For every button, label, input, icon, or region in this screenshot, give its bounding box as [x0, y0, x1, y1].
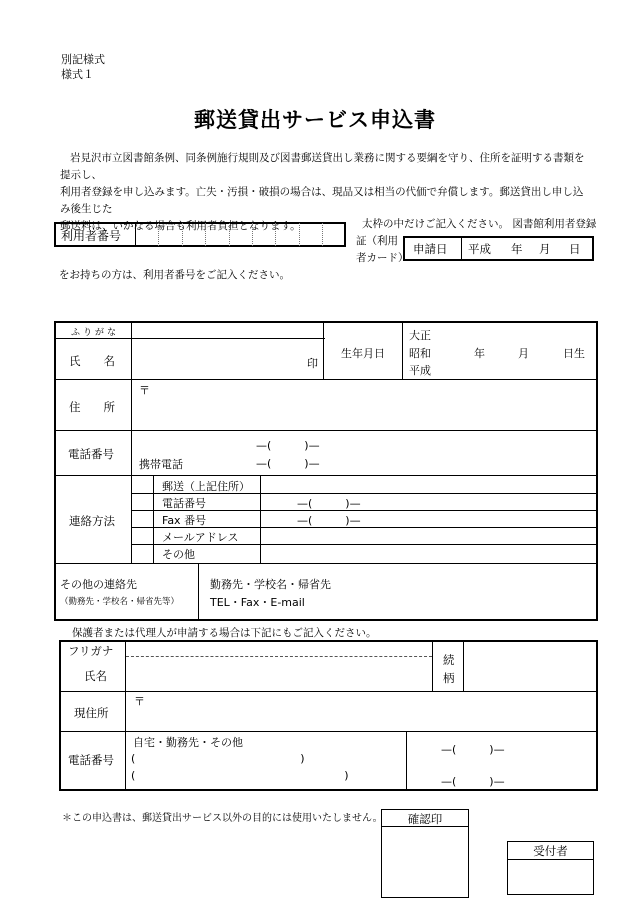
birth-month: 月 — [518, 347, 529, 360]
era-heisei: 平成 — [409, 364, 431, 377]
digit-cell-divider — [299, 223, 300, 246]
intro-line-1: 岩見沢市立図書館条例、同条例施行規則及び図書郵送貸出し業務に関する要綱を守り、住所を証明する書類を提示し、 — [60, 152, 585, 181]
birthdate-line — [402, 322, 403, 379]
postal-mark: 〒 — [139, 384, 150, 397]
page-title: 郵送貸出サービス申込書 — [194, 108, 436, 132]
digit-cell-divider — [158, 223, 159, 246]
row-line-name — [55, 379, 597, 380]
method-phone-input[interactable]: —( )— — [297, 497, 361, 510]
digit-cell-divider — [322, 223, 323, 246]
guardian-row-line-1 — [60, 691, 597, 692]
seal-mark: 印 — [307, 357, 318, 370]
method-mail: 郵送（上記住所） — [162, 480, 250, 493]
era-showa: 昭和 — [409, 347, 431, 360]
birth-day: 日生 — [563, 347, 585, 360]
workplace-label: 勤務先・学校名・帰省先 — [210, 578, 331, 591]
notice-line-3: をお持ちの方は、利用者番号をご記入ください。 — [59, 269, 290, 281]
guardian-phone-split — [406, 732, 407, 790]
user-number-label: 利用者番号 — [61, 229, 122, 243]
guardian-relation-input[interactable] — [466, 643, 595, 689]
footer-note: ＊この申込書は、郵送貸出サービス以外の目的には使用いたしません。 — [62, 813, 383, 824]
other-contact-sublabel: （勤務先・学校名・帰省先等） — [60, 597, 180, 607]
guardian-phone-label: 電話番号 — [68, 753, 114, 767]
guardian-row-line-2 — [60, 731, 597, 732]
guardian-phone-desc: 自宅・勤務先・その他 — [133, 736, 243, 749]
method-subcol-line — [153, 476, 154, 563]
name-end-line — [323, 322, 324, 379]
method-fax-input[interactable]: —( )— — [297, 514, 361, 527]
intro-line-2: 利用者登録を申し込みます。亡失・汚損・破損の場合は、現品又は相当の代価で弁償します。郵送貸出し申し込み後生じた — [60, 186, 584, 215]
digit-cell-divider — [182, 223, 183, 246]
application-date-era: 平成 — [468, 242, 491, 256]
method-phone: 電話番号 — [162, 497, 206, 510]
tel-fax-email-label: TEL・Fax・E-mail — [210, 596, 305, 609]
phone-input-line[interactable]: —( )— — [256, 439, 320, 452]
guardian-relation-line-1 — [432, 641, 433, 691]
method-fax: Fax 番号 — [162, 514, 207, 527]
name-label: 氏 名 — [69, 354, 115, 368]
user-number-divider — [135, 223, 136, 246]
guardian-phone-line-2[interactable]: —( )— — [441, 775, 505, 788]
digit-cell-divider — [205, 223, 206, 246]
digit-cell-divider — [229, 223, 230, 246]
application-date-day: 日 — [569, 242, 581, 256]
era-taisho: 大正 — [409, 329, 431, 342]
name-input[interactable] — [133, 340, 321, 377]
guardian-paren-1[interactable]: ( ) — [131, 752, 305, 765]
row-line-phone — [55, 475, 597, 476]
method-other: その他 — [162, 548, 195, 561]
row-line-contact — [55, 563, 597, 564]
notice-line-2a: 証（利用 — [356, 235, 398, 247]
guardian-relation-label: 続柄 — [443, 653, 455, 685]
application-date-year: 年 — [511, 242, 523, 256]
guardian-notice: 保護者または代理人が申請する場合は下記にもご記入ください。 — [72, 627, 377, 639]
row-line-address — [55, 430, 597, 431]
mobile-input-line[interactable]: —( )— — [256, 457, 320, 470]
phone-label: 電話番号 — [68, 447, 114, 461]
digit-cell-divider — [275, 223, 276, 246]
application-date-divider — [461, 237, 462, 260]
digit-cell-divider — [252, 223, 253, 246]
contact-method-label: 連絡方法 — [69, 514, 115, 528]
application-date-month: 月 — [539, 242, 551, 256]
intro-line-3: 郵送料は、いかなる場合も利用者負担となります。 — [60, 220, 301, 232]
form-number-label: 様式１ — [61, 68, 94, 81]
mobile-label: 携帯電話 — [139, 458, 183, 471]
guardian-relation-line-2 — [463, 641, 464, 691]
notice-line-2b: 者カード） — [356, 252, 409, 264]
receiver-label: 受付者 — [533, 844, 568, 858]
guardian-furigana-label: フリガナ — [68, 644, 114, 658]
notice-line-1: 太枠の中だけご記入ください。 図書館利用者登録 — [362, 218, 597, 230]
guardian-address-input[interactable] — [128, 693, 595, 729]
method-email: メールアドレス — [162, 531, 239, 544]
form-id-label: 別記様式 — [61, 53, 105, 66]
label-column-line — [131, 322, 132, 563]
guardian-paren-2[interactable]: ( ) — [131, 769, 349, 782]
birthdate-label: 生年月日 — [341, 347, 385, 360]
guardian-label-line — [125, 641, 126, 790]
receiver-line — [508, 859, 593, 860]
birth-year: 年 — [474, 347, 485, 360]
other-contact-label: その他の連絡先 — [60, 578, 137, 591]
guardian-furigana-dashed — [126, 656, 432, 657]
application-date-label: 申請日 — [413, 242, 448, 256]
method-value-line — [260, 476, 261, 563]
furigana-label: ふりがな — [71, 328, 120, 338]
other-contact-line — [198, 564, 199, 620]
furigana-line — [55, 338, 325, 339]
address-input[interactable] — [133, 381, 595, 428]
confirm-seal-label: 確認印 — [407, 812, 443, 826]
guardian-address-label: 現住所 — [74, 706, 109, 720]
address-label: 住 所 — [69, 400, 115, 414]
guardian-postal-mark: 〒 — [134, 695, 145, 708]
guardian-name-label: 氏名 — [84, 669, 107, 683]
guardian-name-input[interactable] — [128, 659, 428, 689]
guardian-phone-line-1[interactable]: —( )— — [441, 743, 505, 756]
